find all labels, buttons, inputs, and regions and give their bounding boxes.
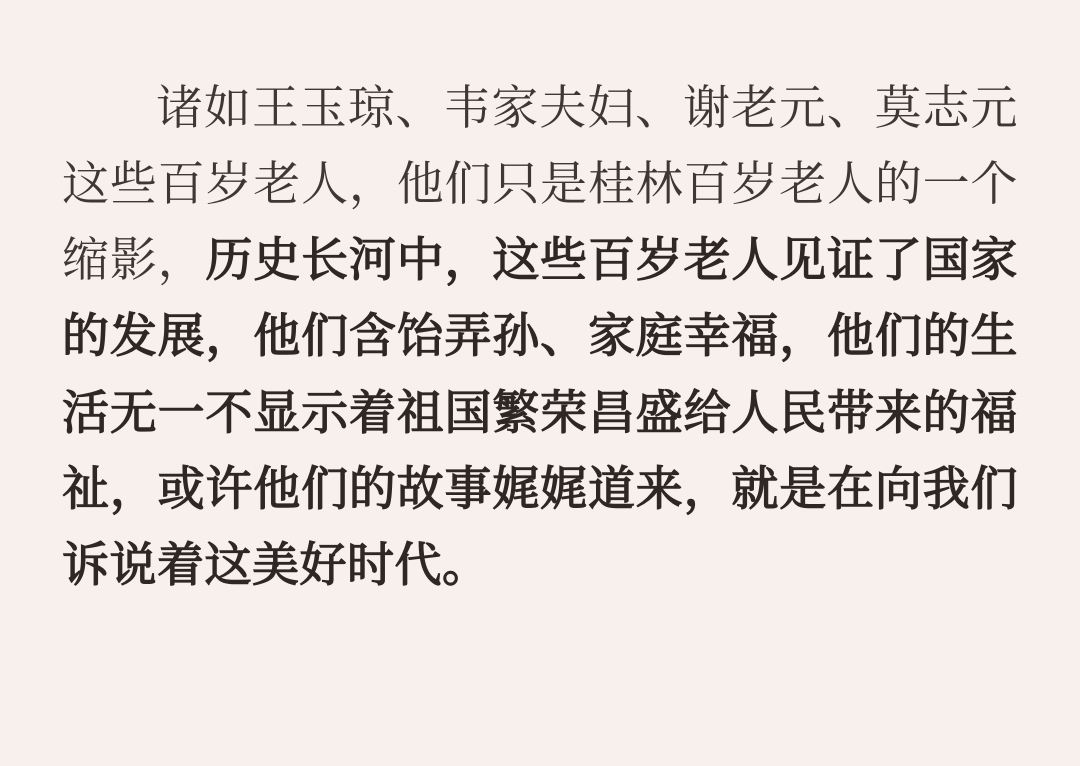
paragraph-segment-normal: 诸如王玉琼、韦家夫妇、谢老元、莫志元这些百岁老人，他们只是桂林百岁老人的一个缩影， xyxy=(62,81,1018,287)
paragraph xyxy=(62,70,1018,603)
article-body xyxy=(62,70,1018,603)
paragraph-segment-emphasis: 历史长河中，这些百岁老人见证了国家的发展，他们含饴弄孙、家庭幸福，他们的生活无一不显示着祖国繁荣昌盛给人民带来的福祉，或许他们的故事娓娓道来，就是在向我们诉说着这美好时代。 xyxy=(62,233,1019,591)
